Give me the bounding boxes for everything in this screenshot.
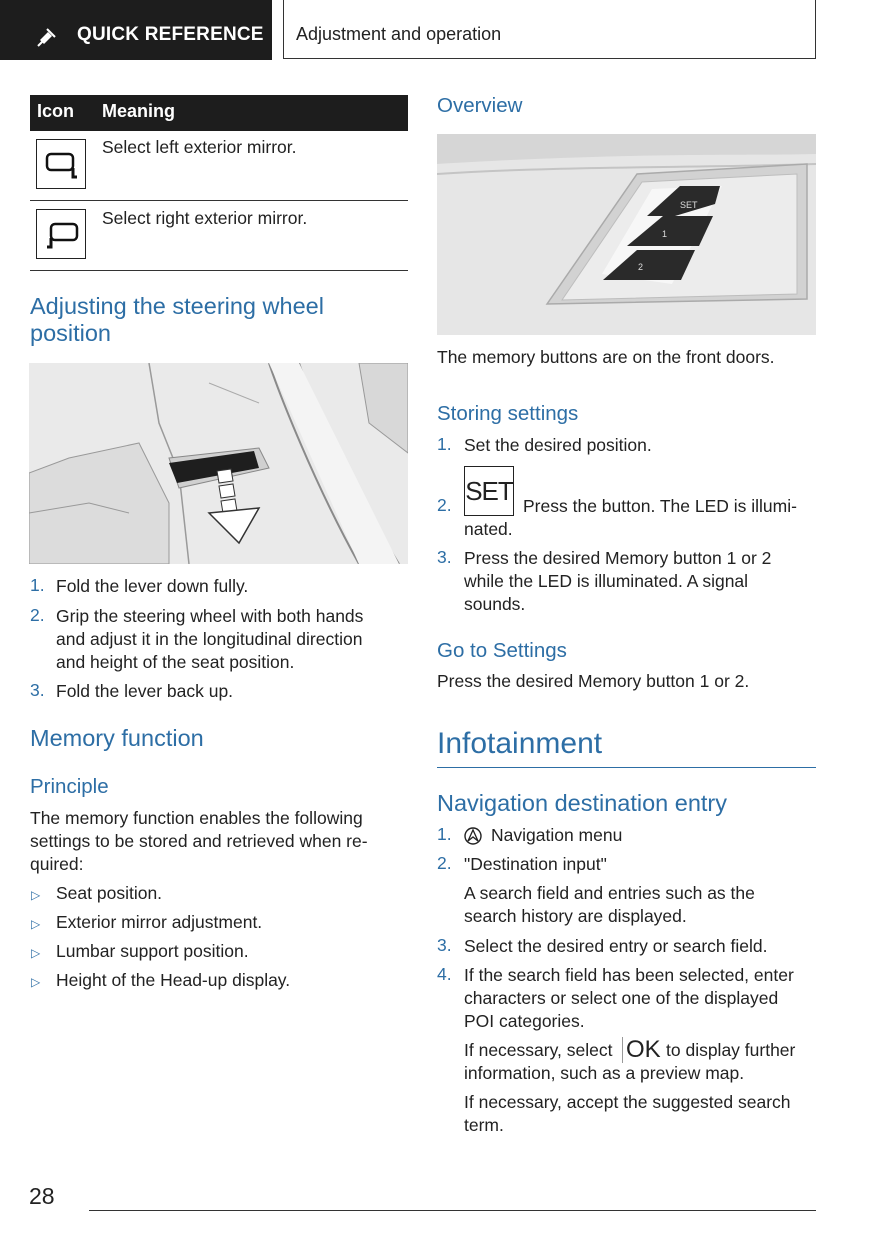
goto-text: Press the desired Memory button 1 or 2. — [437, 671, 750, 691]
ok-text-c: information, such as a preview map. — [464, 1063, 745, 1083]
storing-step-2-cont: nated. — [464, 519, 513, 539]
step-number: 1. — [437, 434, 452, 454]
list-item: Seat position. — [56, 883, 163, 903]
navigation-icon — [463, 826, 483, 846]
bullet-icon: ▷ — [31, 975, 41, 989]
memory-heading: Memory function — [30, 725, 204, 751]
table-divider — [30, 270, 408, 271]
step-number: 2. — [30, 605, 45, 625]
nav-step-2: "Destination input" — [464, 854, 607, 874]
steering-step-3: Fold the lever back up. — [56, 681, 234, 701]
step-number: 2. — [437, 853, 452, 873]
nav-step-1: Navigation menu — [491, 825, 623, 845]
set-button-label: SET — [680, 200, 698, 210]
nav-step-4: If the search field has been selected, enter characters or select one of the displayed POI categories. — [464, 965, 794, 1031]
chapter-tab — [283, 0, 816, 59]
set-button-icon: SET — [464, 466, 514, 516]
overview-heading: Overview — [437, 94, 523, 117]
goto-heading: Go to Settings — [437, 639, 567, 662]
table-header — [30, 95, 408, 131]
right-mirror-icon — [36, 209, 86, 259]
button-1-label: 1 — [662, 229, 668, 239]
nav-last-text: If necessary, accept the suggested search term. — [464, 1092, 791, 1135]
section-tab — [0, 0, 272, 60]
bullet-icon: ▷ — [31, 888, 41, 902]
storing-step-2: Press the button. The LED is illumi- — [523, 496, 797, 516]
nav-step-2-detail: A search field and entries such as the search history are displayed. — [464, 883, 755, 926]
principle-heading: Principle — [30, 775, 109, 798]
step-number: 1. — [437, 824, 452, 844]
step-number: 3. — [437, 547, 452, 567]
bullet-icon: ▷ — [31, 917, 41, 931]
steering-step-2: Grip the steering wheel with both hands and adjust it in the longitudinal direction and height of the seat position. — [56, 606, 364, 672]
nav-heading: Navigation destination entry — [437, 790, 728, 816]
principle-text: The memory function enables the following settings to be stored and retrieved when re- quired: — [30, 808, 368, 874]
page-number: 28 — [29, 1183, 55, 1209]
table-divider — [30, 200, 408, 201]
step-number: 3. — [30, 680, 45, 700]
storing-step-1: Set the desired position. — [464, 435, 652, 455]
chapter-title: Adjustment and operation — [296, 24, 502, 44]
button-2-label: 2 — [638, 262, 644, 272]
storing-heading: Storing settings — [437, 402, 579, 425]
list-item: Height of the Head-up display. — [56, 970, 291, 990]
step-number: 2. — [437, 495, 452, 515]
infotainment-heading: Infotainment — [437, 727, 603, 760]
bullet-icon: ▷ — [31, 946, 41, 960]
memory-buttons-image — [437, 134, 816, 335]
nav-step-3: Select the desired entry or search field. — [464, 936, 768, 956]
table-row: Select left exterior mirror. — [102, 137, 297, 157]
step-number: 3. — [437, 935, 452, 955]
left-mirror-icon — [36, 139, 86, 189]
list-item: Exterior mirror adjustment. — [56, 912, 263, 932]
heading-rule — [437, 767, 816, 768]
step-number: 4. — [437, 964, 452, 984]
section-title: QUICK REFERENCE — [77, 24, 264, 45]
ok-text-b: to display further — [666, 1040, 796, 1060]
col-meaning-header: Meaning — [102, 101, 176, 121]
overview-caption: The memory buttons are on the front doors. — [437, 347, 775, 367]
steering-heading: Adjusting the steering wheel position — [30, 293, 324, 346]
table-row: Select right exterior mirror. — [102, 208, 308, 228]
step-number: 1. — [30, 575, 45, 595]
steering-step-1: Fold the lever down fully. — [56, 576, 249, 596]
list-item: Lumbar support position. — [56, 941, 249, 961]
col-icon-header: Icon — [37, 101, 75, 121]
ok-button-icon: OK — [622, 1037, 661, 1063]
footer-rule — [89, 1210, 816, 1211]
ok-text-a: If necessary, select — [464, 1040, 613, 1060]
steering-lever-image — [29, 363, 408, 564]
pin-icon — [36, 26, 58, 48]
storing-step-3: Press the desired Memory button 1 or 2 while the LED is illuminated. A signal sounds. — [464, 548, 772, 614]
